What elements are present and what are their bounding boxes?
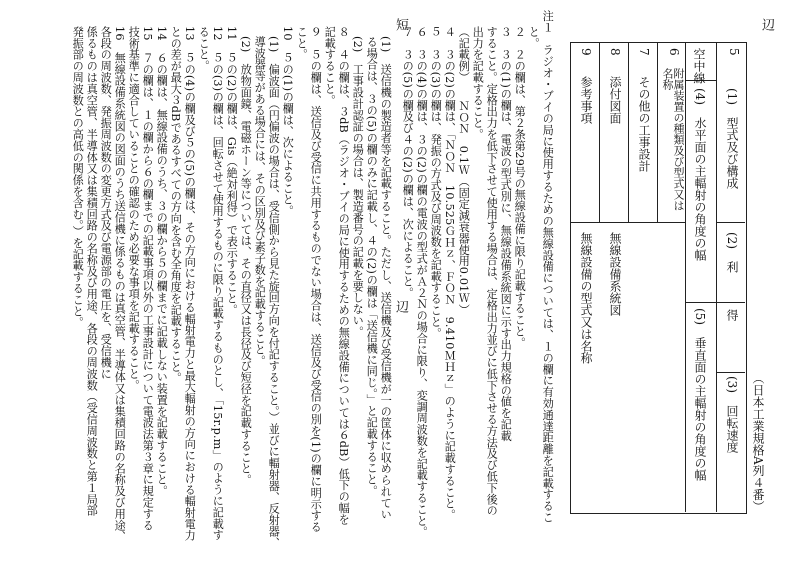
divider-row7	[628, 42, 629, 222]
note-line: ６ ３の(4)の欄は、３の(2)の欄の電波の型式がＡ２Ｎの場合に限り、変調周波数を記載すること。	[415, 26, 429, 538]
row9-reference-value: 無線設備の型式又は名称	[579, 232, 593, 364]
divider-row5-c1	[716, 222, 745, 223]
note-line: 各段の周波数、発振周波数の変更方式及び電源部の電圧を、受信機に	[99, 26, 113, 380]
note-line: る場合は、３の(5)の欄のみに記載し、４の(2)の欄は「送信機に同じ。」と記載すること。	[365, 36, 379, 497]
note-line: 技術基準に適合していることの確認のため必要な事項を記載すること。	[127, 26, 141, 391]
note-line: 12 ５の(3)の欄は、回転させて使用するものに限り記載するものとし、「15r.p.m」のように記載す	[211, 26, 225, 541]
note-line: こと。	[295, 26, 309, 61]
note-line: すること。定格出力を低下させて使用する場合は、定格出力並びに低下させる方法及び低下後の	[485, 26, 499, 517]
note-line: 発振部の周波数との高低の関係を含む。）を記載すること。	[71, 26, 85, 329]
row9-number: 9	[579, 48, 593, 56]
note-line: ９ ５の欄は、送信及び受信に共用するものでない場合は、送信及び受信の別を(1)の欄に明示する	[309, 26, 323, 533]
note-line: （記載例） ＮＯＮ 0.1Ｗ（固定減衰器使用0.01Ｗ）	[457, 26, 471, 316]
divider-row6	[657, 42, 658, 222]
note-line: (1) 送信機の製造者等を記載すること。ただし、送信機及び受信機が一の筐体に収められてい	[379, 36, 393, 520]
note-line: (2) 工事設計認証の場合は、製造番号の記載を要しない。	[351, 36, 365, 338]
standard-note: （日本工業規格A列４番）	[751, 372, 765, 513]
row5-horizontal-beamwidth: (4) 水平面の主輻射の角度の幅	[693, 88, 707, 261]
note-line: 15 ７の欄は、１の欄から６の欄までの記載事項以外の工事設計について電波法第３章に規定する	[141, 26, 155, 531]
edge-label-short: 短	[393, 18, 408, 31]
row6-accessory-label: 附属装置の種類及び型式又は名称	[661, 68, 685, 211]
note-line: ること。	[197, 26, 211, 72]
note-line: ８ ４の欄は、３dB（ラジオ・ブイの局に使用するための無線設備については６dB）低下の幅を	[337, 26, 351, 525]
row5-number: 5	[727, 48, 741, 56]
row5-gain: (2) 利 得	[725, 232, 739, 321]
form-table	[570, 42, 747, 514]
edge-label-right: 辺	[759, 18, 774, 31]
note-line: 14 ６の欄は、無線設備のうち、３の欄から５の欄までに記載しない装置を記載すること。	[155, 26, 169, 497]
note-line: ７ ３の(5)の欄及び４の(2)の欄は、次によること。	[401, 26, 415, 299]
divider-row5-left	[716, 42, 717, 512]
note-line: との差が最大３dBであるすべての方向を含む全角度を記載すること。	[169, 26, 183, 384]
row8-attached-drawing-value: 無線設備系統図	[608, 232, 622, 316]
note-line: 導波器等がある場合には、その区別及び素子数を記載すること。	[253, 36, 267, 367]
note-line: (1) 偏波面（円偏波の場合は、受信側から見た旋回方向を付記すること。）並びに輻射器、反射器、	[267, 36, 281, 549]
note-line: (2) 放物面鏡、電磁ホーン等については、その直径又は長径及び短径を記載すること。	[239, 36, 253, 486]
row8-attached-drawing-label: 添付図面	[608, 76, 622, 124]
note-line: 出力を記載すること。	[471, 26, 485, 140]
divider-row5-inner	[685, 42, 686, 512]
divider-value-col	[570, 222, 685, 223]
row5-rotation-speed: (3) 回転速度	[725, 376, 739, 453]
note-line: 10 ５の(1)の欄は、次によること。	[281, 26, 295, 217]
antenna-label: 空中線	[692, 48, 706, 84]
note-line: ３ ３の(1)の欄は、電波の型式別に、無線設備系統図に示す出力規格の値を記載	[499, 26, 513, 442]
row9-reference-label: 参考事項	[579, 76, 593, 124]
note-line: ４ ３の(2)の欄は、「ＮＯＮ 10.525ＧＨｚ、ＦＯＮ 9.410ＭＨｚ」のように記載すること。	[443, 26, 457, 521]
divider-row5-c3	[716, 372, 745, 373]
row8-number: 8	[608, 48, 622, 56]
note-line: 注１ ラジオ・ブイの局に使用するための無線設備については、１の欄に有効通達距離を記載するこ	[541, 10, 555, 523]
note-line: ２ ２の欄は、第２条第29号の無線設備に限り記載すること。	[513, 26, 527, 349]
row7-number: 7	[637, 48, 651, 56]
note-line: 係るものは真空管、半導体又は集積回路の名称及び用途、各段の周波数（受信周波数と第１局部	[85, 26, 99, 517]
divider-row5-c45	[685, 302, 716, 303]
note-line: 11 ５の(2)の欄は、Gis（絶対利得）で表示すること。	[225, 26, 239, 316]
note-line: ５ ３の(3)の欄は、発振の方式及び周波数を記載すること。	[429, 26, 443, 339]
note-line: 16 無線設備系統図の図面のうち送信機に係るものは真空管、半導体又は集積回路の名称及び用途、	[113, 26, 127, 543]
note-line: 13 ５の(4)の欄及び５の(5)の欄は、その方向における輻射電力と最大輻射の方向における輻射電力	[183, 26, 197, 541]
row5-type-and-structure: (1) 型式及び構成	[725, 88, 739, 189]
row5-vertical-beamwidth: (5) 垂直面の主輻射の角度の幅	[693, 308, 707, 481]
edge-label-middle: 辺	[393, 300, 408, 313]
divider-row8	[599, 42, 600, 222]
row6-number: 6	[667, 48, 681, 56]
note-line: 記載すること。	[323, 26, 337, 106]
row7-other-design-label: その他の工事設計	[637, 76, 651, 172]
note-line: と。	[527, 26, 541, 49]
